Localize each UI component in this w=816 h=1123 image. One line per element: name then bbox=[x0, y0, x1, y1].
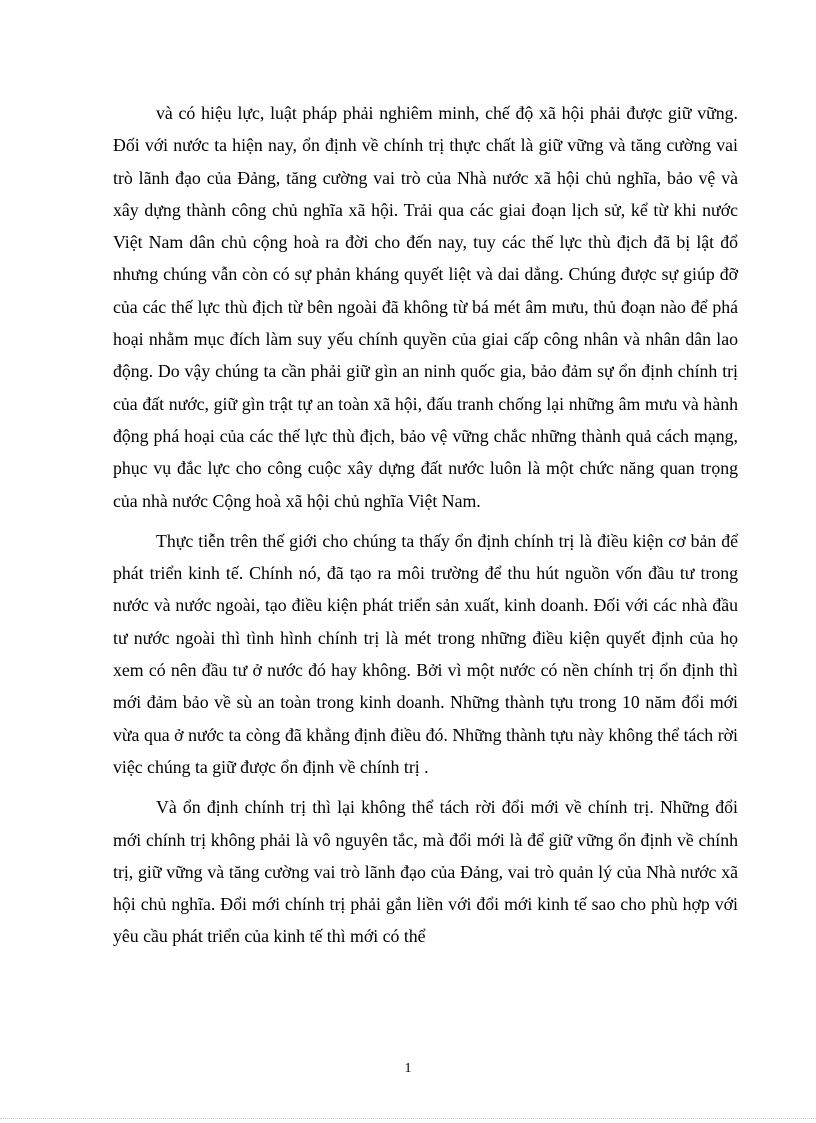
paragraph-2: Thực tiễn trên thế giới cho chúng ta thấy ổn định chính trị là điều kiện cơ bản để phát triển kinh tế. Chính nó, đã tạo ra môi trường để thu hút nguồn vốn đầu tư trong nước và nước ngoài, tạo điều kiện phát triển sản xuất, kinh doanh. Đối với các nhà đầu tư nước ngoài thì tình hình chính trị là mét trong những điều kiện quyết định của họ xem có nên đầu tư ở nước đó hay không. Bởi vì một nước có nền chính trị ổn định thì mới đảm bảo về sù an toàn trong kinh doanh. Những thành tựu trong 10 năm đổi mới vừa qua ở nước ta còng đã khẳng định điều đó. Những thành tựu này không thể tách rời việc chúng ta giữ được ổn định về chính trị . bbox=[113, 530, 738, 777]
footer-divider bbox=[0, 1118, 816, 1119]
paragraph-1: và có hiệu lực, luật pháp phải nghiêm minh, chế độ xã hội phải được giữ vững. Đối với nước ta hiện nay, ổn định về chính trị thực chất là giữ vững và tăng cường vai trò lãnh đạo của Đảng, tăng cường vai trò của Nhà nước xã hội chủ nghĩa, bảo vệ và xây dựng thành công chủ nghĩa xã hội. Trải qua các giai đoạn lịch sử, kể từ khi nước Việt Nam dân chủ cộng hoà ra đời cho đến nay, tuy các thế lực thù địch đã bị lật đổ nhưng chúng vẫn còn có sự phản kháng quyết liệt và dai dẳng. Chúng được sự giúp đỡ của các thế lực thù địch từ bên ngoài đã không từ bá mét âm mưu, thủ đoạn nào để phá hoại nhằm mục đích làm suy yếu chính quyền của giai cấp công nhân và nhân dân lao động. Do vậy chúng ta cần phải giữ gìn an ninh quốc gia, bảo đảm sự ổn định chính trị của đất nước, giữ gìn trật tự an toàn xã hội, đấu tranh chống lại những âm mưu và hành động phá hoại của các thế lực thù địch, bảo vệ vững chắc những thành quả cách mạng, phục vụ đắc lực cho công cuộc xây dựng đất nước luôn là một chức năng quan trọng của nhà nước Cộng hoà xã hội chủ nghĩa Việt Nam. bbox=[113, 103, 738, 511]
document-body bbox=[113, 97, 738, 953]
paragraph-3: Và ổn định chính trị thì lại không thể tách rời đổi mới về chính trị. Những đổi mới chính trị không phải là vô nguyên tắc, mà đổi mới là để giữ vững ổn định về chính trị, giữ vững và tăng cường vai trò lãnh đạo của Đảng, vai trò quản lý của Nhà nước xã hội chủ nghĩa. Đổi mới chính trị phải gắn liền với đổi mới kinh tế sao cho phù hợp với yêu cầu phát triển của kinh tế thì mới có thể bbox=[113, 797, 738, 947]
page-number: 1 bbox=[404, 1061, 412, 1076]
